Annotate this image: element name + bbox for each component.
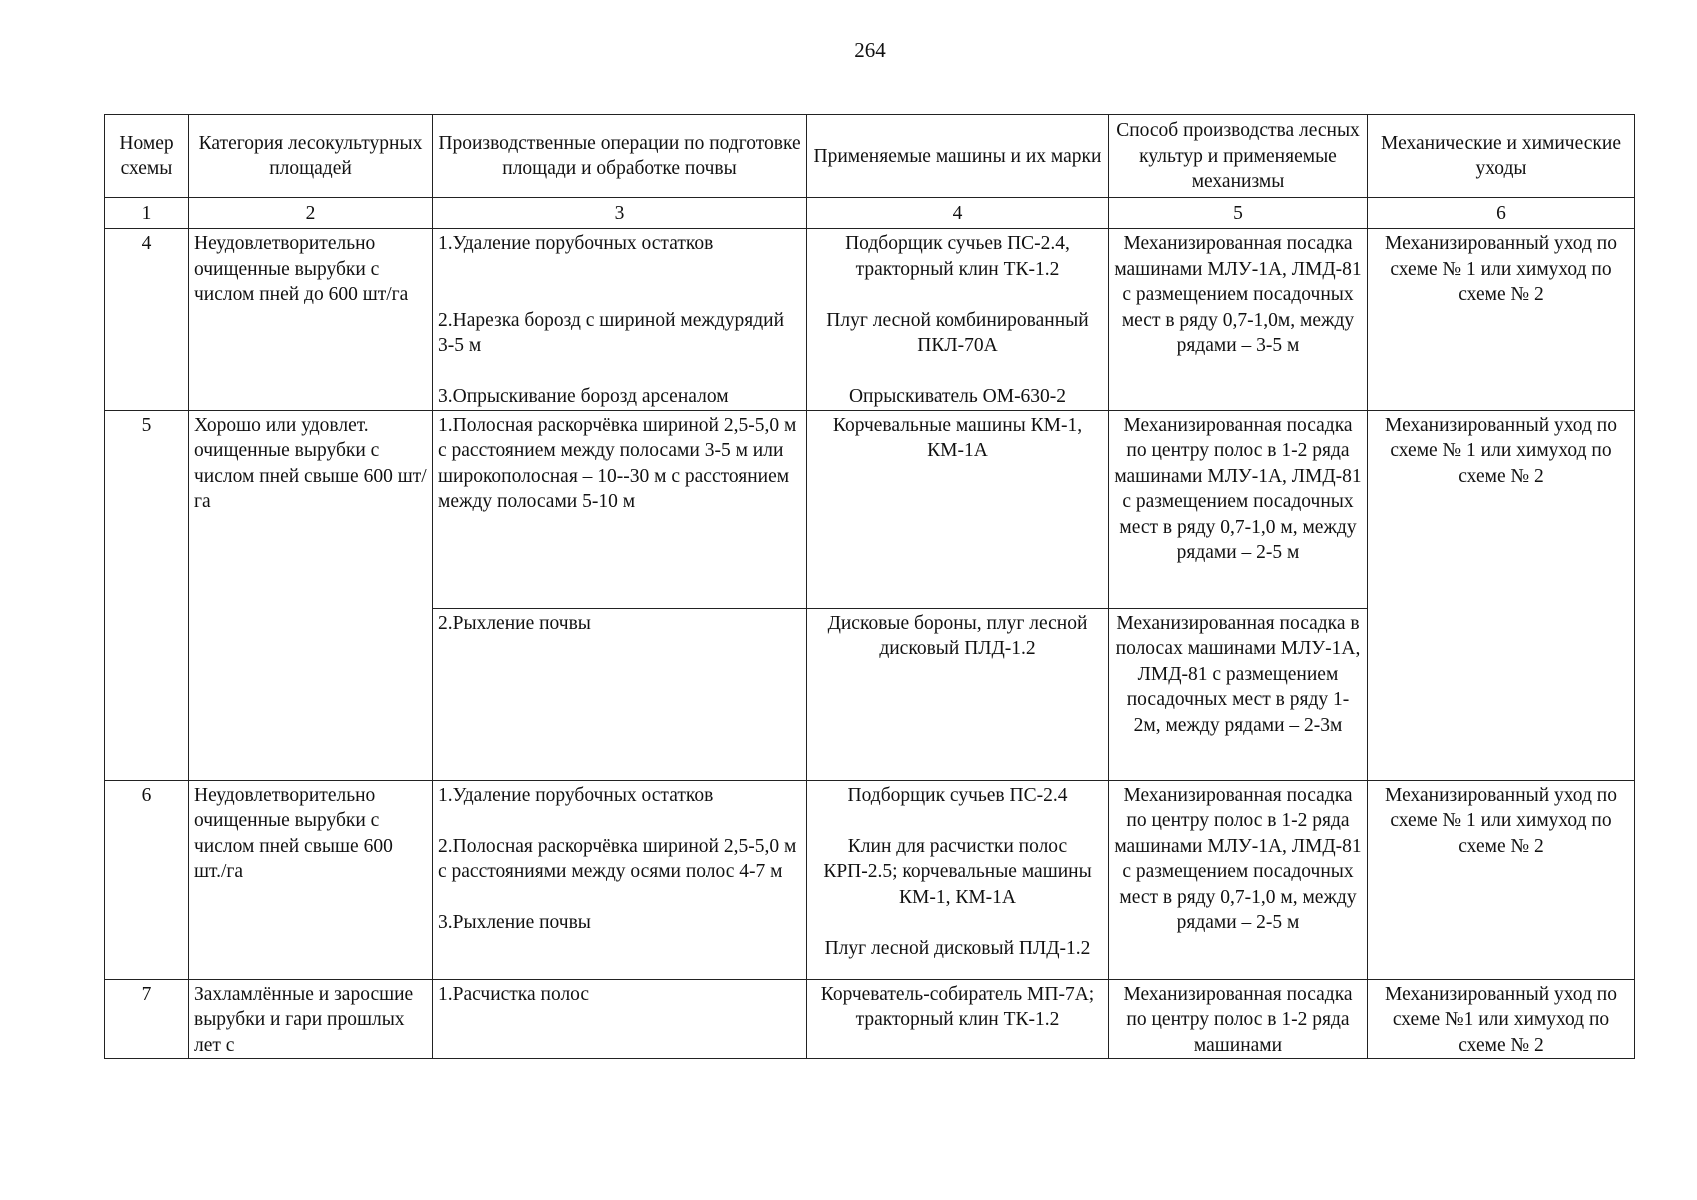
header-machines: Применяемые машины и их марки <box>807 115 1109 198</box>
machines-cell <box>807 229 1109 411</box>
machine-item: Плуг лесной комбинированный ПКЛ-70А <box>826 309 1089 356</box>
area-category: Неудовлетворительно очищенные вырубки с числом пней до 600 шт/га <box>189 229 433 411</box>
care-method: Механизированный уход по схеме № 1 или химуход по схеме № 2 <box>1368 410 1635 780</box>
machine-item: Подборщик сучьев ПС-2.4, тракторный клин ТК-1.2 <box>845 233 1070 280</box>
operation-item: 1.Удаление порубочных остатков <box>438 233 714 254</box>
header-operations: Производственные операции по подготовке площади и обработке почвы <box>433 115 807 198</box>
operation-item: 3.Опрыскивание борозд арсеналом <box>438 386 729 407</box>
table-row-scheme-5 <box>105 410 1635 608</box>
column-number: 6 <box>1368 197 1635 229</box>
care-method: Механизированный уход по схеме № 1 или химуход по схеме № 2 <box>1368 780 1635 979</box>
machine-item: Подборщик сучьев ПС-2.4 <box>847 784 1068 806</box>
table-row-scheme-7 <box>105 979 1635 1059</box>
machine-item: Опрыскиватель ОМ-630-2 <box>848 386 1067 407</box>
header-care: Механические и химические уходы <box>1368 115 1635 198</box>
machine-item: Дисковые бороны, плуг лесной дисковый ПЛД-1.2 <box>807 608 1109 780</box>
header-scheme-number: Номер схемы <box>105 115 189 198</box>
operation-item: 1.Удаление порубочных остатков <box>438 784 714 806</box>
operation-item: 2.Нарезка борозд с шириной междурядий 3-5 м <box>438 309 785 356</box>
scheme-number: 5 <box>105 410 189 780</box>
machines-cell <box>807 780 1109 979</box>
table-row-scheme-4 <box>105 229 1635 411</box>
operation-item: 2.Рыхление почвы <box>433 608 807 780</box>
machine-item: Плуг лесной дисковый ПЛД-1.2 <box>824 937 1091 959</box>
planting-method: Механизированная посадка машинами МЛУ-1А, ЛМД-81 с размещением посадочных мест в ряду 0,7-1,0м, между рядами – 3-5 м <box>1109 229 1368 411</box>
column-number: 5 <box>1109 197 1368 229</box>
machine-item: Корчевальные машины КМ-1, КМ-1А <box>807 410 1109 608</box>
operation-item: 1.Полосная раскорчёвка шириной 2,5-5,0 м с расстоянием между полосами 3-5 м или широкополосная – 10--30 м с расстоянием между полосами 5-10 м <box>433 410 807 608</box>
planting-method: Механизированная посадка по центру полос в 1-2 ряда машинами МЛУ-1А, ЛМД-81 с размещением посадочных мест в ряду 0,7-1,0 м, между рядами – 2-5 м <box>1109 410 1368 608</box>
column-number-row <box>105 197 1635 229</box>
operation-item: 3.Рыхление почвы <box>438 912 591 933</box>
planting-method: Механизированная посадка в полосах машинами МЛУ-1А, ЛМД-81 с размещением посадочных мест в ряду 1-2м, между рядами – 2-3м <box>1109 608 1368 780</box>
area-category: Неудовлетворительно очищенные вырубки с числом пней свыше 600 шт./га <box>189 780 433 979</box>
operations-cell <box>433 780 807 979</box>
page-number: 264 <box>854 38 886 62</box>
planting-method: Механизированная посадка по центру полос в 1-2 ряда машинами <box>1109 979 1368 1059</box>
header-method: Способ производства лесных культур и применяемые механизмы <box>1109 115 1368 198</box>
area-category: Хорошо или удовлет. очищенные вырубки с числом пней свыше 600 шт/га <box>189 410 433 780</box>
scheme-number: 6 <box>105 780 189 979</box>
area-category: Захламлённые и заросшие вырубки и гари прошлых лет с <box>189 979 433 1059</box>
planting-method: Механизированная посадка по центру полос в 1-2 ряда машинами МЛУ-1А, ЛМД-81 с размещением посадочных мест в ряду 0,7-1,0 м, между рядами – 2-5 м <box>1109 780 1368 979</box>
column-number: 4 <box>807 197 1109 229</box>
operation-item: 2.Полосная раскорчёвка шириной 2,5-5,0 м с расстояниями между осями полос 4-7 м <box>438 835 797 882</box>
header-category: Категория лесокультурных площадей <box>189 115 433 198</box>
forestry-operations-table <box>104 114 1635 1059</box>
operation-item: 1.Расчистка полос <box>433 979 807 1059</box>
operations-cell <box>433 229 807 411</box>
column-number: 3 <box>433 197 807 229</box>
machine-item: Клин для расчистки полос КРП-2.5; корчевальные машины КМ-1, КМ-1А <box>823 835 1092 908</box>
header-row <box>105 115 1635 198</box>
machine-item: Корчеватель-собиратель МП-7А; тракторный клин ТК-1.2 <box>807 979 1109 1059</box>
scheme-number: 4 <box>105 229 189 411</box>
scheme-number: 7 <box>105 979 189 1059</box>
column-number: 1 <box>105 197 189 229</box>
care-method: Механизированный уход по схеме № 1 или химуход по схеме № 2 <box>1368 229 1635 411</box>
care-method: Механизированный уход по схеме №1 или химуход по схеме № 2 <box>1368 979 1635 1059</box>
column-number: 2 <box>189 197 433 229</box>
table-row-scheme-6 <box>105 780 1635 979</box>
